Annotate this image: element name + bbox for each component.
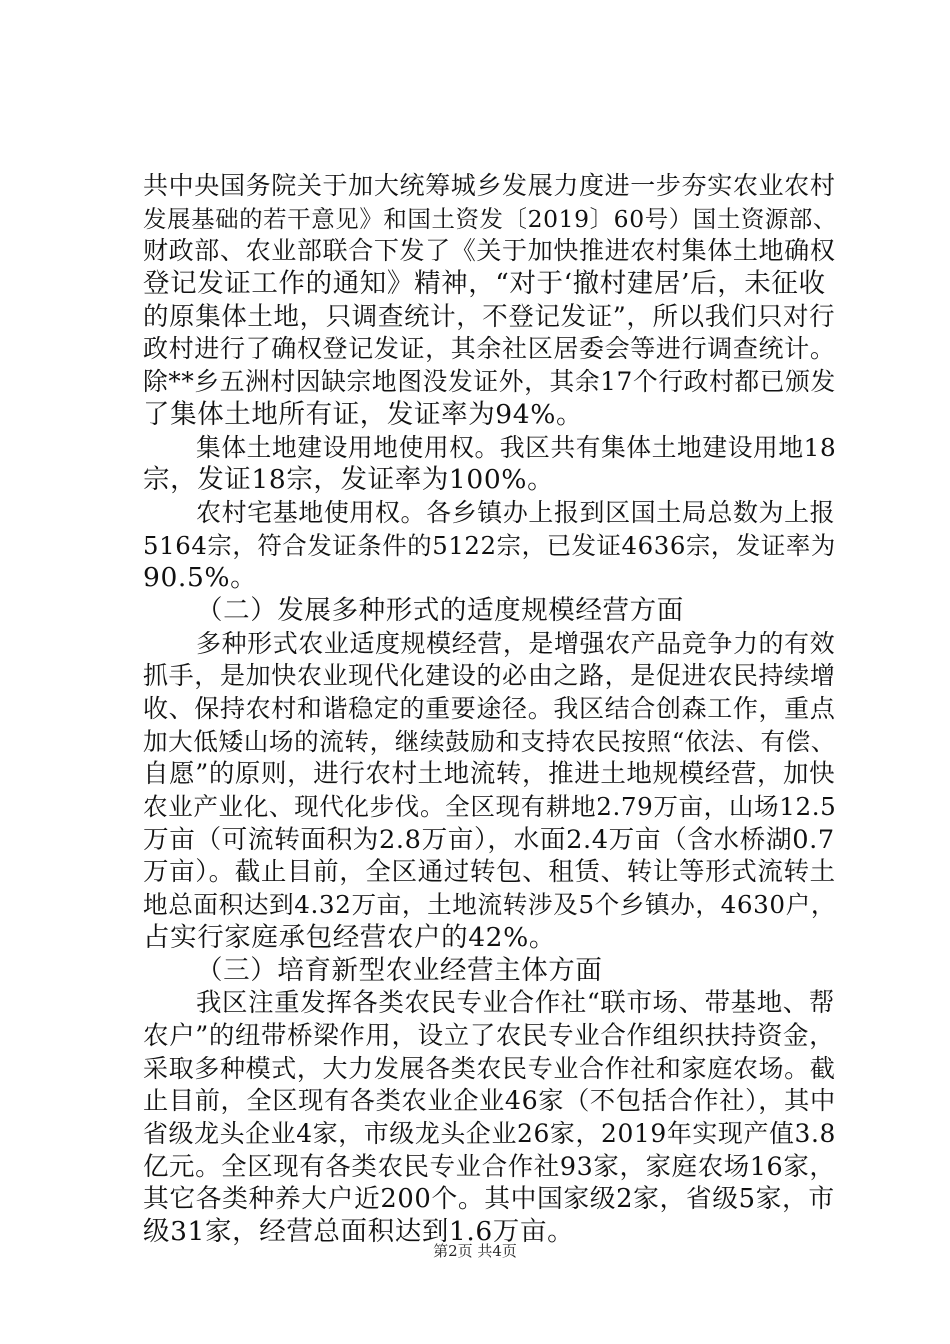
text-line: 财政部、农业部联合下发了《关于加快推进农村集体土地确权 xyxy=(143,236,836,266)
text-line: 加大低矮山场的流转，继续鼓励和支持农民按照“依法、有偿、 xyxy=(143,726,836,756)
document-body xyxy=(143,170,838,1249)
text-line: 了集体土地所有证，发证率为94%。 xyxy=(143,398,584,430)
text-line: 万亩（可流转面积为2.8万亩），水面2.4万亩（含水桥湖0.7 xyxy=(143,824,835,855)
text-line: 占实行家庭承包经营农户的42%。 xyxy=(143,921,557,953)
paragraph-lines xyxy=(143,170,838,1249)
text-line: 省级龙头企业4家，市级龙头企业26家，2019年实现产值3.8 xyxy=(143,1118,837,1148)
text-line: （三）培育新型农业经营主体方面 xyxy=(196,954,603,986)
text-line: 集体土地建设用地使用权。我区共有集体土地建设用地18 xyxy=(196,432,837,462)
text-line: 共中央国务院关于加大统筹城乡发展力度进一步夯实农业农村 xyxy=(143,171,836,200)
text-line: 止目前，全区现有各类农业企业46家（不包括合作社），其中 xyxy=(143,1086,836,1116)
text-line: 亿元。全区现有各类农民专业合作社93家，家庭农场16家， xyxy=(143,1151,836,1182)
text-line: 收、保持农村和谐稳定的重要途径。我区结合创森工作，重点 xyxy=(143,694,836,723)
text-line: 万亩）。截止目前，全区通过转包、租赁、转让等形式流转土 xyxy=(143,857,836,888)
text-line: 自愿”的原则，进行农村土地流转，推进土地规模经营，加快 xyxy=(143,759,836,790)
text-line: 农业产业化、现代化步伐。全区现有耕地2.79万亩，山场12.5 xyxy=(143,792,837,822)
text-line: 发展基础的若干意见》和国土资发〔2019〕60号）国土资源部、 xyxy=(143,204,838,233)
page-footer: 第2页 共4页 xyxy=(433,1242,517,1260)
text-line: 90.5%。 xyxy=(143,562,258,594)
text-line: 抓手，是加快农业现代化建设的必由之路，是促进农民持续增 xyxy=(143,661,836,691)
text-line: 农户”的纽带桥梁作用，设立了农民专业合作组织扶持资金， xyxy=(143,1020,836,1051)
text-line: 宗，发证18宗，发证率为100%。 xyxy=(143,464,555,496)
text-line: 政村进行了确权登记发证，其余社区居委会等进行调查统计。 xyxy=(143,334,836,364)
text-line: 5164宗，符合发证条件的5122宗，已发证4636宗，发证率为 xyxy=(143,530,836,560)
text-line: 地总面积达到4.32万亩，土地流转涉及5个乡镇办，4630户， xyxy=(143,890,837,920)
text-line: 级31家，经营总面积达到1.6万亩。 xyxy=(143,1216,575,1247)
text-line: 采取多种模式，大力发展各类农民专业合作社和家庭农场。截 xyxy=(143,1053,836,1083)
text-line: 的原集体土地，只调查统计，不登记发证”，所以我们只对行 xyxy=(143,301,836,332)
text-line: 我区注重发挥各类农民专业合作社“联市场、带基地、帮 xyxy=(196,988,835,1019)
text-line: 农村宅基地使用权。各乡镇办上报到区国土局总数为上报 xyxy=(196,497,836,527)
text-line: 登记发证工作的通知》精神，“对于‘撤村建居’后，未征收 xyxy=(143,268,826,300)
text-line: 除**乡五洲村因缺宗地图没发证外，其余17个行政村都已颁发 xyxy=(143,367,836,397)
text-line: 其它各类种养大户近200个。其中国家级2家，省级5家，市 xyxy=(143,1184,835,1215)
text-line: （二）发展多种形式的适度规模经营方面 xyxy=(196,594,684,626)
text-line: 多种形式农业适度规模经营，是增强农产品竞争力的有效 xyxy=(196,628,836,658)
